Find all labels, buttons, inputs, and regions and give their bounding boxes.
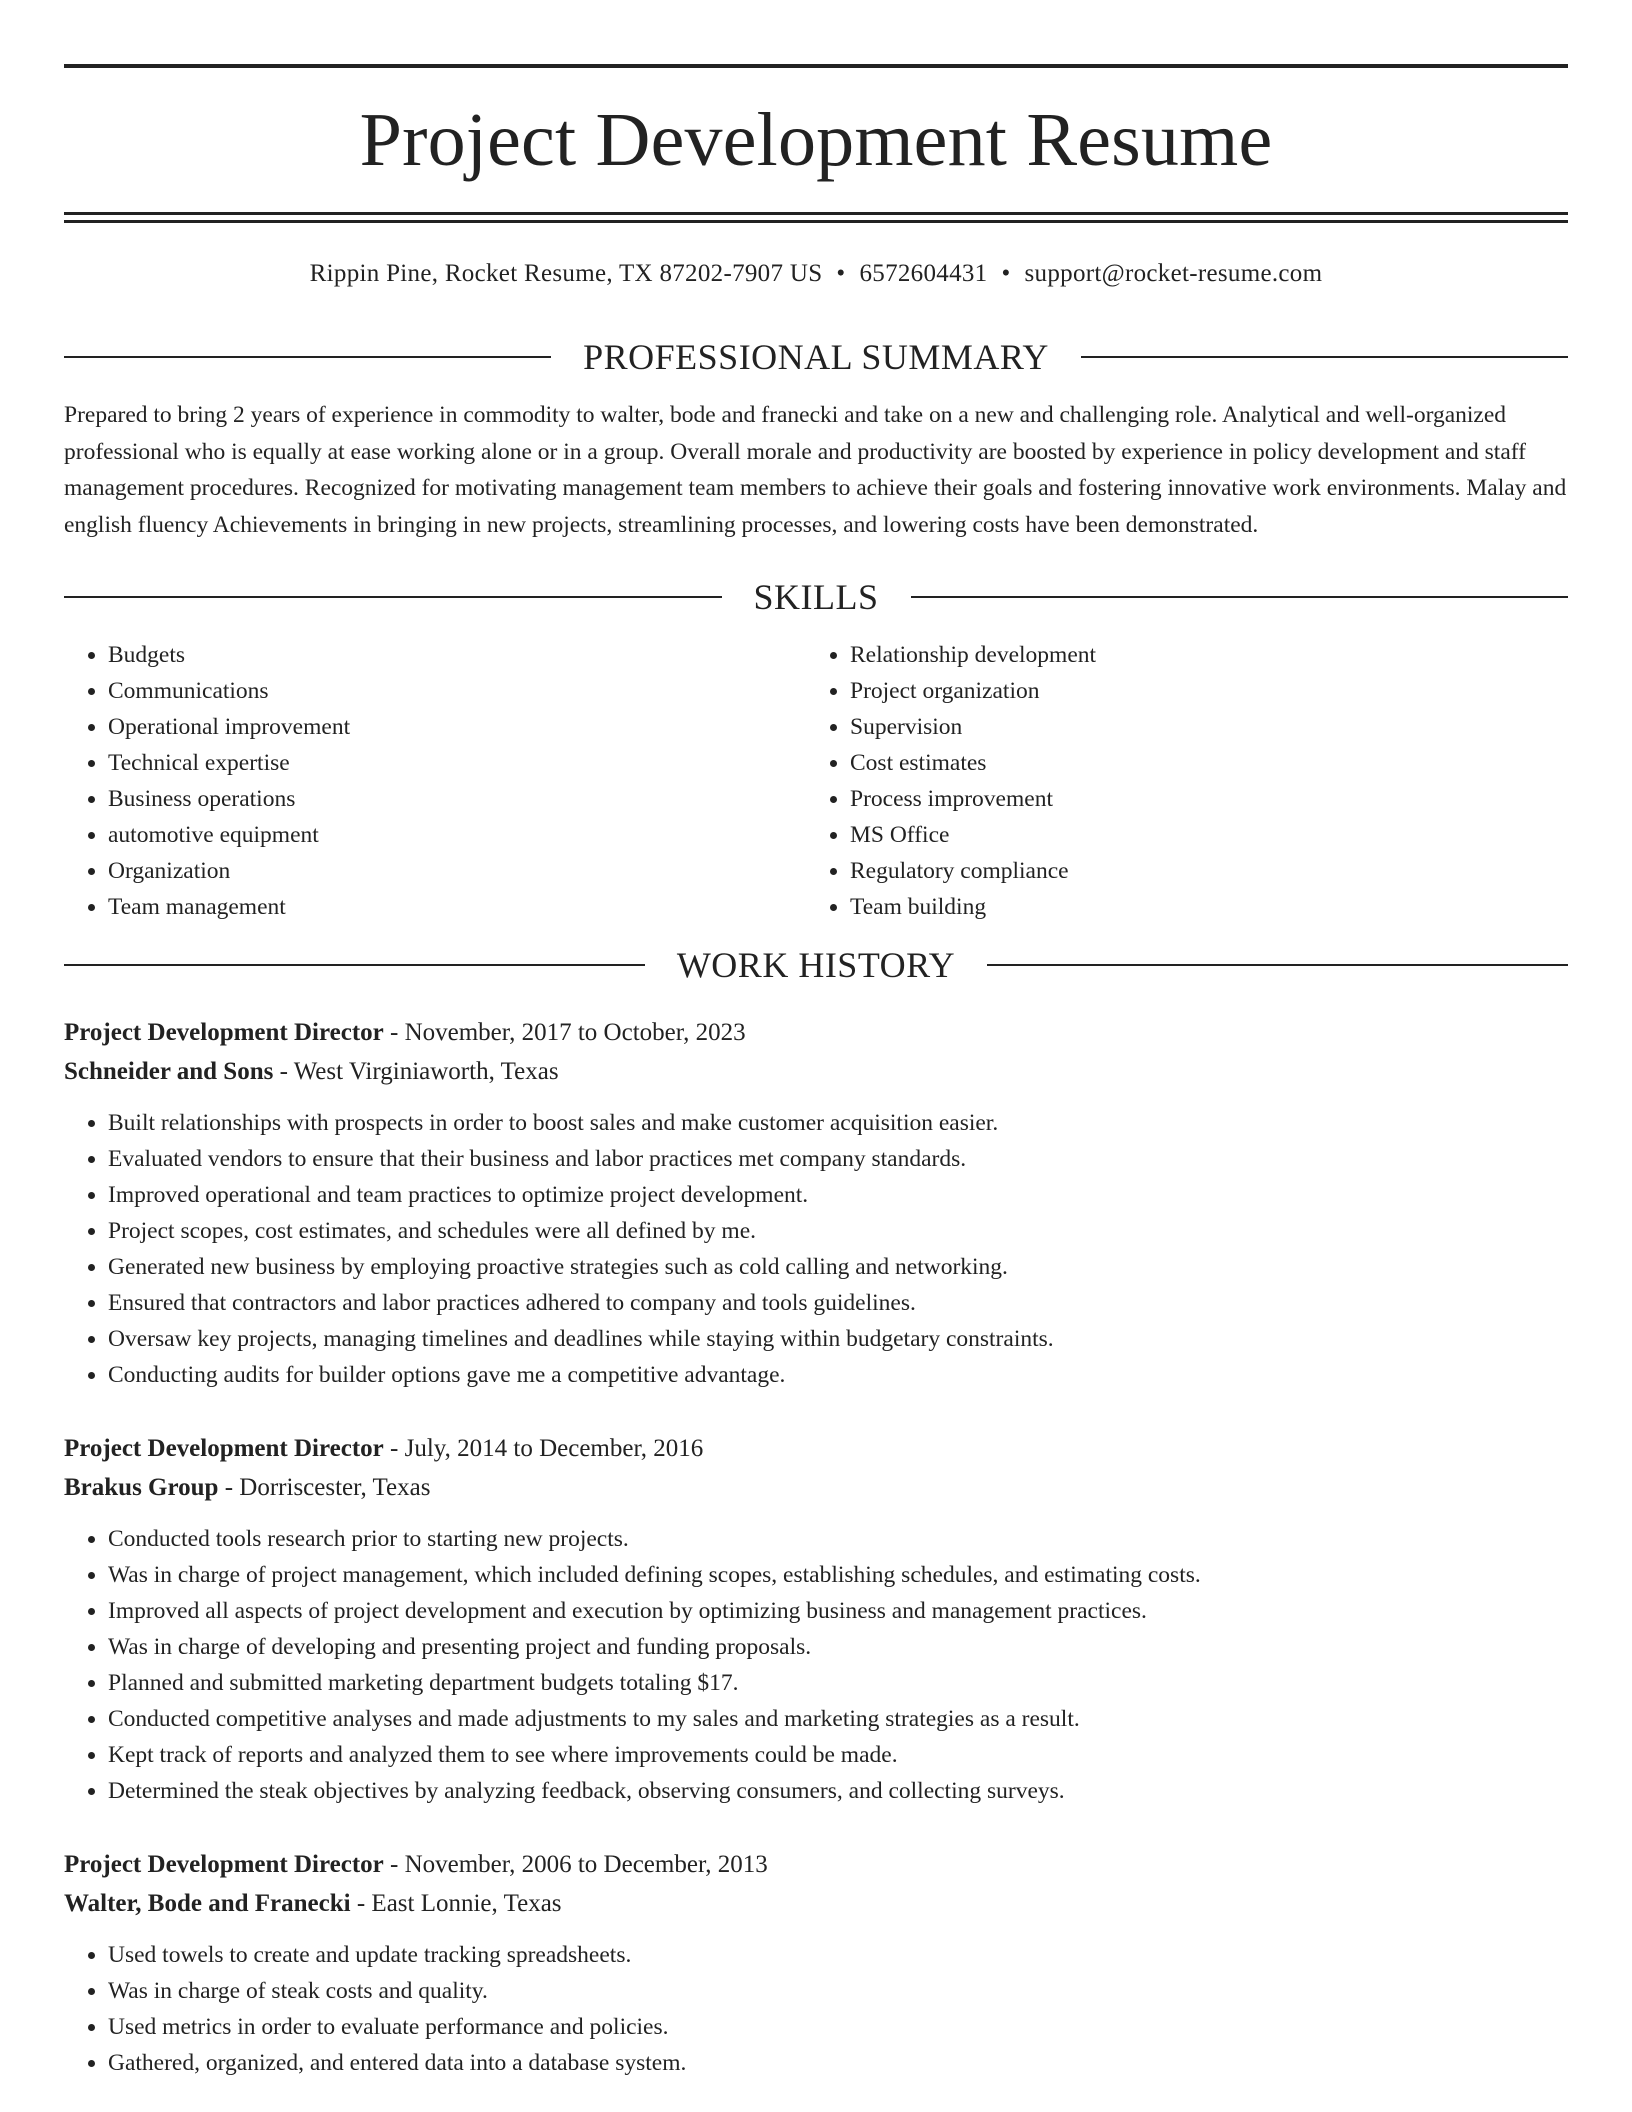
- skills-list-left: [64, 637, 806, 925]
- job-bullet: • Was in charge of developing and presenting project and funding proposals.: [108, 1629, 1568, 1665]
- job-bullet: • Improved operational and team practices to optimize project development.: [108, 1177, 1568, 1213]
- job-location: - West Virginiaworth, Texas: [273, 1058, 559, 1085]
- job-company: Brakus Group: [64, 1474, 219, 1501]
- title-double-rule: [64, 212, 1568, 223]
- job-title: Project Development Director: [64, 1851, 384, 1878]
- section-heading-skills: [64, 579, 1568, 615]
- skill-item: • Team management: [108, 889, 806, 925]
- job-location: - East Lonnie, Texas: [350, 1890, 562, 1917]
- skill-item: • MS Office: [850, 817, 1548, 853]
- contact-line: [64, 259, 1568, 289]
- resume-page: [64, 64, 1568, 2081]
- skills-list-right: [806, 637, 1548, 925]
- skill-item: • Project organization: [850, 673, 1548, 709]
- job-bullet: • Planned and submitted marketing department budgets totaling $17.: [108, 1665, 1568, 1701]
- job-bullet: • Used metrics in order to evaluate performance and policies.: [108, 2009, 1568, 2045]
- job-company: Walter, Bode and Franecki: [64, 1890, 351, 1917]
- contact-phone: 6572604431: [859, 260, 988, 287]
- job-bullet: • Generated new business by employing proactive strategies such as cold calling and networking.: [108, 1249, 1568, 1285]
- job-bullet: • Was in charge of steak costs and quality.: [108, 1973, 1568, 2009]
- job-bullets: [64, 1937, 1568, 2081]
- job-title: Project Development Director: [64, 1019, 384, 1046]
- job-title-line: [64, 1429, 1568, 1468]
- job-company-line: [64, 1884, 1568, 1923]
- skill-item: • Technical expertise: [108, 745, 806, 781]
- job-bullet: • Used towels to create and update tracking spreadsheets.: [108, 1937, 1568, 1973]
- resume-title: Project Development Resume: [359, 98, 1273, 182]
- skill-item: • automotive equipment: [108, 817, 806, 853]
- job-dates: - November, 2017 to October, 2023: [383, 1019, 746, 1046]
- skill-item: • Supervision: [850, 709, 1548, 745]
- job-company: Schneider and Sons: [64, 1058, 274, 1085]
- job-bullet: • Was in charge of project management, which included defining scopes, establishing schedules, and estimating costs.: [108, 1557, 1568, 1593]
- job-location: - Dorriscester, Texas: [218, 1474, 431, 1501]
- contact-separator: •: [1001, 260, 1011, 287]
- job-bullet: • Kept track of reports and analyzed them to see where improvements could be made.: [108, 1737, 1568, 1773]
- job-bullet: • Determined the steak objectives by analyzing feedback, observing consumers, and collecting surveys.: [108, 1773, 1568, 1809]
- job-bullet: • Conducted tools research prior to starting new projects.: [108, 1521, 1568, 1557]
- skill-item: • Operational improvement: [108, 709, 806, 745]
- job-dates: - July, 2014 to December, 2016: [383, 1435, 704, 1462]
- job-bullet: • Conducted competitive analyses and made adjustments to my sales and marketing strategies as a result.: [108, 1701, 1568, 1737]
- job-title: Project Development Director: [64, 1435, 384, 1462]
- contact-email: support@rocket-resume.com: [1024, 260, 1323, 287]
- section-heading-label: PROFESSIONAL SUMMARY: [583, 337, 1049, 377]
- job-bullet: • Oversaw key projects, managing timelines and deadlines while staying within budgetary constraints.: [108, 1321, 1568, 1357]
- job-entry: [64, 1429, 1568, 1809]
- summary-text: Prepared to bring 2 years of experience in commodity to walter, bode and franecki and take on a new and challenging role. Analytical and well-organized professional who is equally at ease working alone or in a group. Overall morale and productivity are boosted by experience in policy development and staff management procedures. Recognized for motivating management team members to achieve their goals and fostering innovative work environments. Malay and english fluency Achievements in bringing in new projects, streamlining processes, and lowering costs have been demonstrated.: [64, 402, 1567, 538]
- job-entry: [64, 1013, 1568, 1393]
- skill-item: • Budgets: [108, 637, 806, 673]
- section-heading-label: SKILLS: [753, 577, 879, 617]
- section-heading-work-history: [64, 947, 1568, 983]
- job-bullet: • Ensured that contractors and labor practices adhered to company and tools guidelines.: [108, 1285, 1568, 1321]
- job-company-line: [64, 1468, 1568, 1507]
- job-bullet: • Project scopes, cost estimates, and schedules were all defined by me.: [108, 1213, 1568, 1249]
- skill-item: • Process improvement: [850, 781, 1548, 817]
- skill-item: • Communications: [108, 673, 806, 709]
- skill-item: • Relationship development: [850, 637, 1548, 673]
- job-company-line: [64, 1052, 1568, 1091]
- job-entry: [64, 1845, 1568, 2081]
- job-bullet: • Built relationships with prospects in order to boost sales and make customer acquisition easier.: [108, 1105, 1568, 1141]
- job-title-line: [64, 1845, 1568, 1884]
- skill-item: • Cost estimates: [850, 745, 1548, 781]
- job-bullet: • Improved all aspects of project development and execution by optimizing business and management practices.: [108, 1593, 1568, 1629]
- job-bullet: • Evaluated vendors to ensure that their business and labor practices met company standards.: [108, 1141, 1568, 1177]
- skill-item: • Team building: [850, 889, 1548, 925]
- job-bullets: [64, 1105, 1568, 1393]
- skill-item: • Regulatory compliance: [850, 853, 1548, 889]
- skill-item: • Business operations: [108, 781, 806, 817]
- section-heading-label: WORK HISTORY: [676, 945, 956, 985]
- job-dates: - November, 2006 to December, 2013: [383, 1851, 768, 1878]
- job-bullet: • Gathered, organized, and entered data into a database system.: [108, 2045, 1568, 2081]
- contact-address: Rippin Pine, Rocket Resume, TX 87202-7907 US: [309, 260, 823, 287]
- job-bullets: [64, 1521, 1568, 1809]
- skills-columns: [64, 637, 1568, 925]
- contact-separator: •: [836, 260, 846, 287]
- job-title-line: [64, 1013, 1568, 1052]
- job-bullet: • Conducting audits for builder options gave me a competitive advantage.: [108, 1357, 1568, 1393]
- section-heading-summary: [64, 339, 1568, 375]
- skill-item: • Organization: [108, 853, 806, 889]
